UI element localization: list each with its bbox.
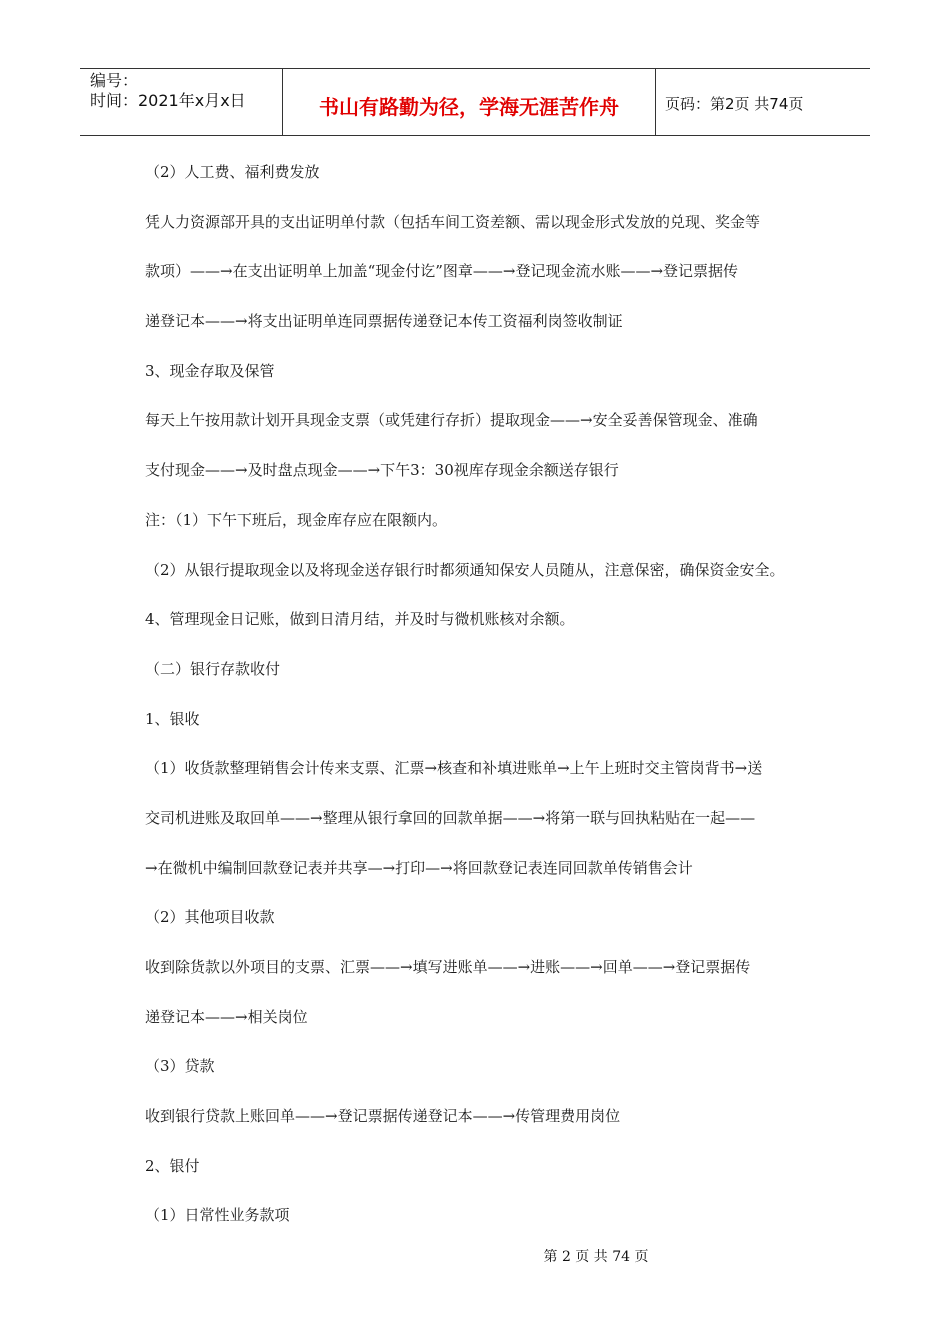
paragraph: 收到除货款以外项目的支票、汇票——→填写进账单——→进账——→回单——→登记票据传: [145, 958, 751, 976]
paragraph: （3）贷款: [145, 1057, 215, 1076]
paragraph: （二）银行存款收付: [145, 659, 281, 678]
paragraph: →在微机中编制回款登记表并共享—→打印—→将回款登记表连同回款单传销售会计: [145, 858, 693, 877]
paragraph: （2）人工费、福利费发放: [145, 163, 320, 181]
page-footer: [0, 1246, 950, 1266]
paragraph: 每天上午按用款计划开具现金支票（或凭建行存折）提取现金——→安全妥善保管现金、准确: [145, 411, 758, 430]
page-header: [80, 68, 870, 136]
header-page-info: 页码：第2页 共74页: [665, 95, 804, 113]
paragraph: 递登记本——→将支出证明单连同票据传递登记本传工资福利岗签收制证: [145, 312, 623, 331]
paragraph: 凭人力资源部开具的支出证明单付款（包括车间工资差额、需以现金形式发放的兑现、奖金等: [145, 212, 761, 231]
header-divider: [655, 69, 656, 135]
paragraph: 递登记本——→相关岗位: [145, 1007, 308, 1026]
paragraph: （2）其他项目收款: [145, 908, 275, 927]
paragraph: 1、银收: [145, 709, 200, 728]
paragraph: （1）日常性业务款项: [145, 1206, 290, 1225]
paragraph: 2、银付: [145, 1156, 200, 1175]
paragraph: 支付现金——→及时盘点现金——→下午3：30视库存现金余额送存银行: [145, 461, 619, 480]
paragraph: （1）收货款整理销售会计传来支票、汇票→核查和补填进账单→上午上班时交主管岗背书→送: [145, 759, 763, 778]
paragraph: 款项）——→在支出证明单上加盖“现金付讫”图章——→登记现金流水账——→登记票据传: [145, 262, 739, 281]
paragraph: 3、现金存取及保管: [145, 361, 275, 380]
serial-number-label: 编号：: [90, 71, 139, 90]
header-motto: 书山有路勤为径，学海无涯苦作舟: [319, 95, 619, 119]
paragraph: 收到银行贷款上账回单——→登记票据传递登记本——→传管理费用岗位: [145, 1107, 621, 1126]
paragraph: 4、管理现金日记账，做到日清月结，并及时与微机账核对余额。: [145, 610, 575, 629]
date-label: 时间：2021年x月x日: [90, 91, 246, 110]
document-body: [145, 159, 825, 1252]
header-meta: [90, 71, 246, 111]
paragraph: 交司机进账及取回单——→整理从银行拿回的回款单据——→将第一联与回执粘贴在一起——: [145, 808, 756, 827]
footer-page-number: 第 2 页 共 74 页: [543, 1249, 649, 1265]
paragraph: （2）从银行提取现金以及将现金送存银行时都须通知保安人员随从，注意保密，确保资金安全。: [145, 560, 785, 579]
paragraph: 注：（1）下午下班后，现金库存应在限额内。: [145, 510, 448, 529]
